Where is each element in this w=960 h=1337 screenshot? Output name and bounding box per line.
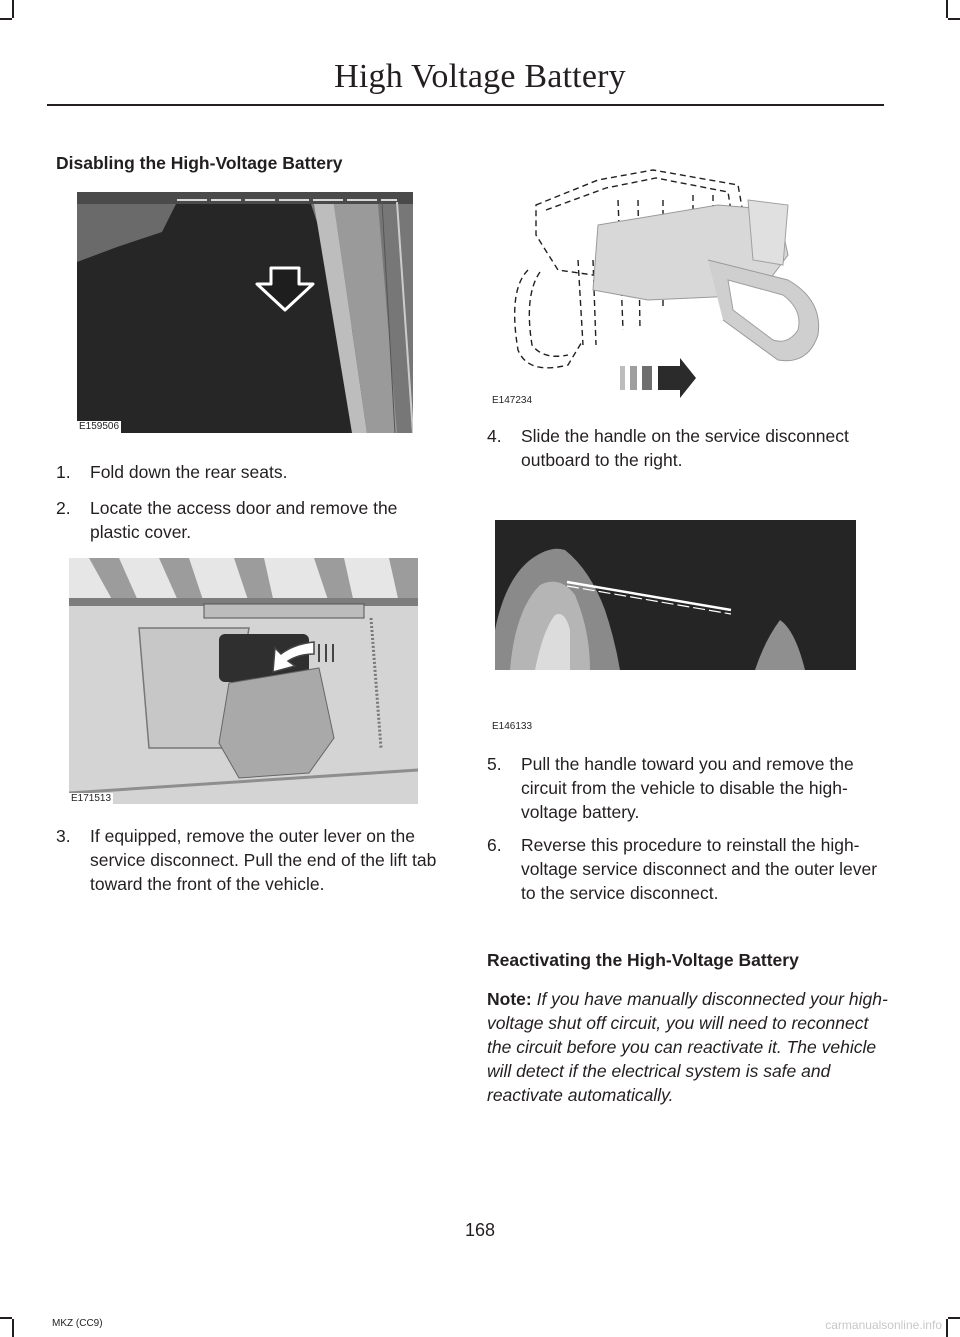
step-number: 5. — [487, 754, 502, 774]
note-label: Note: — [487, 989, 532, 1009]
step-text: Slide the handle on the service disconnect outboard to the right. — [521, 426, 849, 470]
crop-mark — [948, 18, 960, 20]
figure-code: E171513 — [71, 793, 112, 804]
page-number: 168 — [464, 1220, 496, 1240]
section-heading-disabling: Disabling the High-Voltage Battery — [56, 153, 343, 173]
footer-model: MKZ (CC9) — [52, 1318, 103, 1329]
crop-mark — [12, 0, 14, 18]
right-arrow-icon — [620, 358, 696, 398]
figure-code: E147234 — [492, 395, 533, 406]
note-paragraph — [487, 987, 892, 1107]
step-number: 3. — [56, 826, 71, 846]
rear-seat-illustration — [77, 192, 413, 433]
step-5 — [487, 752, 887, 824]
section-heading-reactivating: Reactivating the High-Voltage Battery — [487, 950, 799, 970]
figure-access-door — [69, 558, 418, 804]
step-6 — [487, 833, 887, 929]
crop-mark — [0, 18, 12, 20]
step-number: 1. — [56, 462, 71, 482]
figure-code: E159506 — [79, 421, 120, 432]
note-text: If you have manually disconnected your high-voltage shut off circuit, you will need to reconnect the circuit before you can reactivate it. The vehicle will detect if the electrical system is safe and reactivate automatically. — [487, 989, 888, 1105]
crop-mark — [946, 0, 948, 18]
step-1 — [56, 460, 446, 484]
step-number: 4. — [487, 426, 502, 446]
step-4 — [487, 424, 872, 472]
crop-mark — [948, 1317, 960, 1319]
watermark: carmanualsonline.info — [825, 1318, 942, 1332]
access-door-illustration — [69, 558, 418, 804]
circuit-removal-illustration — [495, 520, 856, 670]
figure-rear-seat-access — [77, 192, 413, 433]
step-text: If equipped, remove the outer lever on the service disconnect. Pull the end of the lift tab toward the front of the vehicle. — [90, 826, 437, 894]
step-number: 2. — [56, 498, 71, 518]
crop-mark — [12, 1319, 14, 1337]
step-3 — [56, 824, 451, 920]
figure-service-disconnect-handle — [488, 160, 838, 410]
step-text: Fold down the rear seats. — [90, 462, 288, 482]
step-2 — [56, 496, 441, 544]
crop-mark — [946, 1319, 948, 1337]
step-text: Pull the handle toward you and remove the circuit from the vehicle to disable the high-voltage battery. — [521, 754, 854, 822]
step-text: Reverse this procedure to reinstall the high-voltage service disconnect and the outer lever to the service disconnect. — [521, 835, 878, 903]
step-number: 6. — [487, 835, 502, 855]
figure-remove-circuit — [495, 520, 856, 670]
crop-mark — [0, 1317, 12, 1319]
page-title: High Voltage Battery — [334, 58, 626, 95]
service-disconnect-illustration — [488, 160, 838, 410]
figure-code: E146133 — [492, 721, 533, 732]
title-rule — [47, 104, 884, 106]
step-text: Locate the access door and remove the plastic cover. — [90, 498, 398, 542]
